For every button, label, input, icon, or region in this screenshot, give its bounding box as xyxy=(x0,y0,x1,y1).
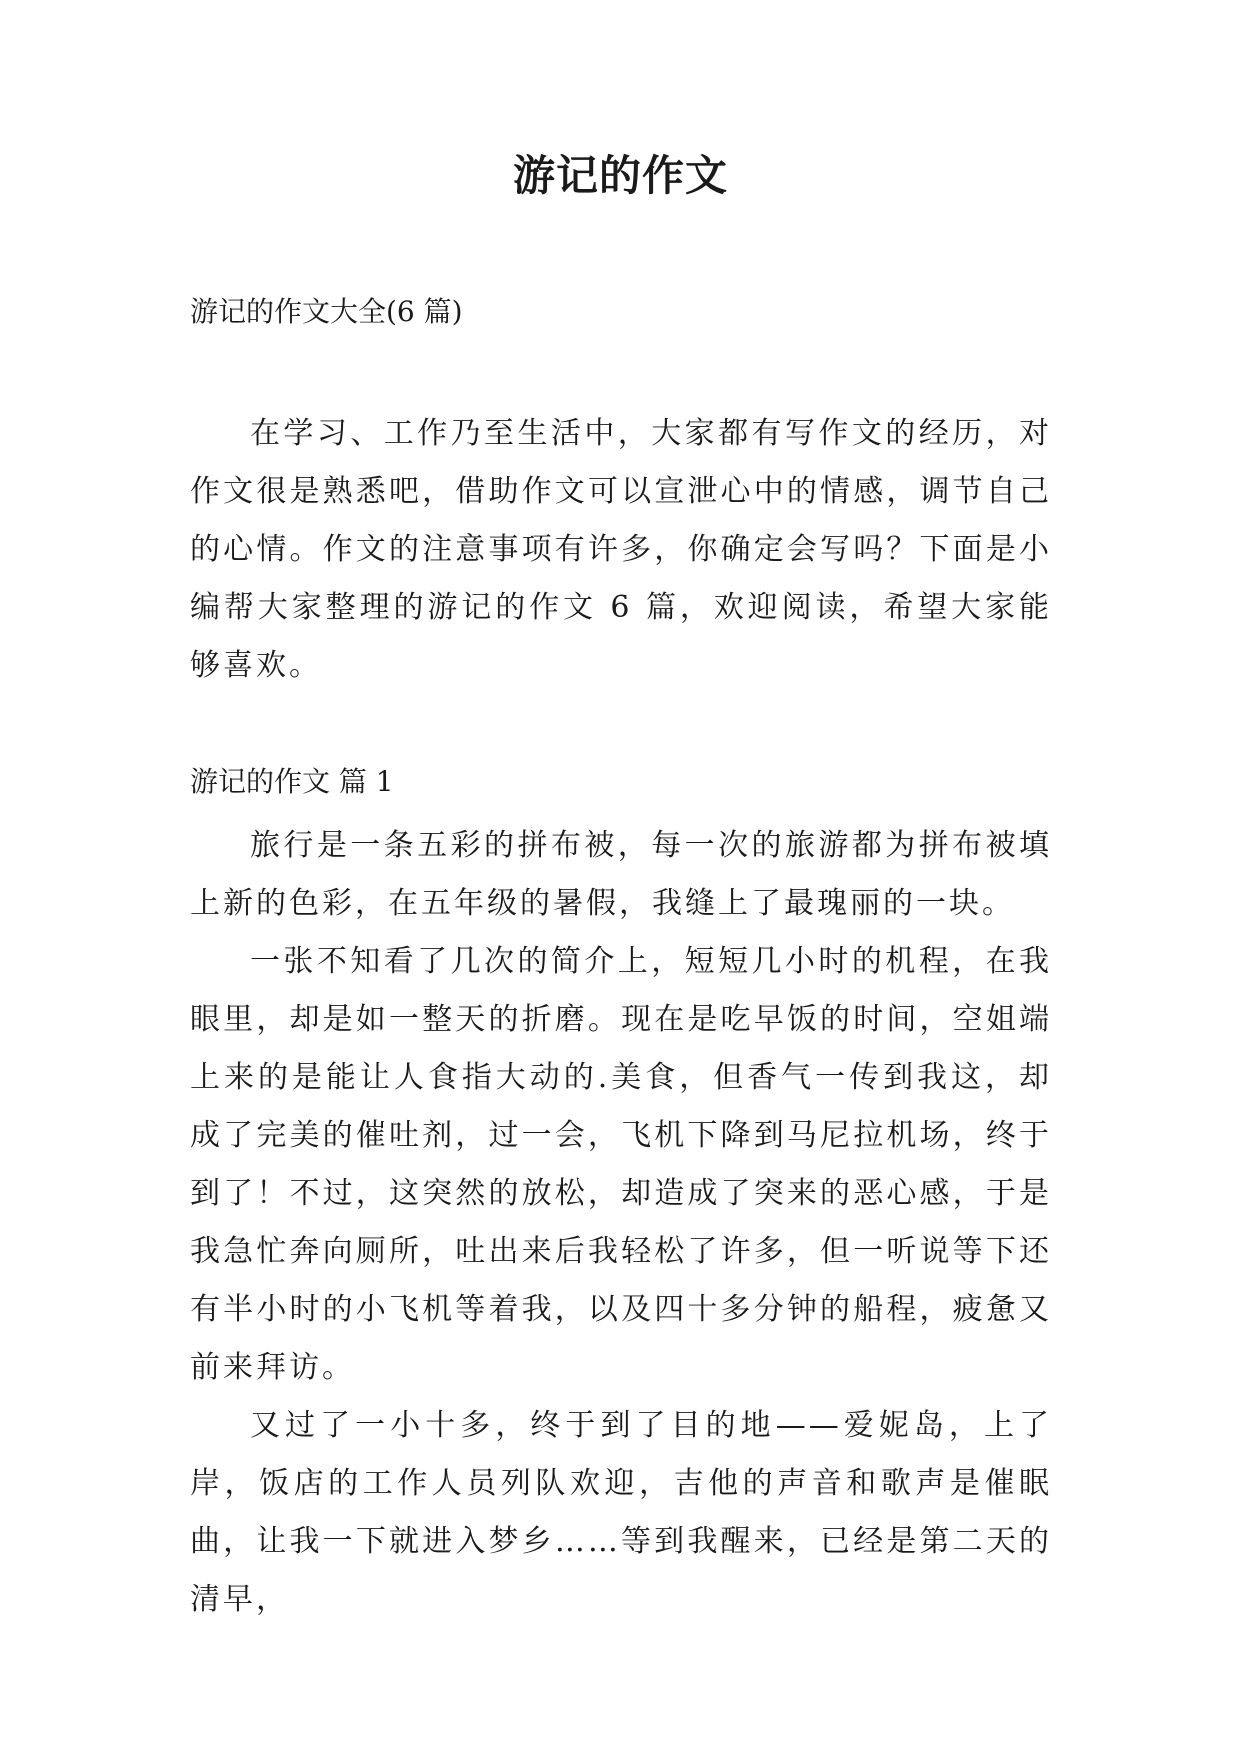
intro-section xyxy=(190,405,1052,695)
body-paragraph: 一张不知看了几次的简介上，短短几小时的机程，在我眼里，却是如一整天的折磨。现在是吃早饭的时间，空姐端上来的是能让人食指大动的.美食，但香气一传到我这，却成了完美的催吐剂，过一会，飞机下降到马尼拉机场，终于到了！不过，这突然的放松，却造成了突来的恶心感，于是我急忙奔向厕所，吐出来后我轻松了许多，但一听说等下还有半小时的小飞机等着我，以及四十多分钟的船程，疲惫又前来拜访。 xyxy=(190,944,1052,1385)
intro-paragraph: 在学习、工作乃至生活中，大家都有写作文的经历，对作文很是熟悉吧，借助作文可以宣泄心中的情感，调节自己的心情。作文的注意事项有许多，你确定会写吗？下面是小编帮大家整理的游记的作文 6 篇，欢迎阅读，希望大家能够喜欢。 xyxy=(190,416,1052,683)
document-title: 游记的作文 xyxy=(512,151,728,200)
article-body xyxy=(190,817,1052,1629)
body-paragraph: 又过了一小十多，终于到了目的地——爱妮岛，上了岸，饭店的工作人员列队欢迎，吉他的声音和歌声是催眠曲，让我一下就进入梦乡……等到我醒来，已经是第二天的清早， xyxy=(190,1408,1052,1617)
document-subtitle: 游记的作文大全(6 篇) xyxy=(190,295,463,328)
body-paragraph: 旅行是一条五彩的拼布被，每一次的旅游都为拼布被填上新的色彩，在五年级的暑假，我缝上了最瑰丽的一块。 xyxy=(190,828,1052,921)
section-heading: 游记的作文 篇 1 xyxy=(190,765,394,798)
